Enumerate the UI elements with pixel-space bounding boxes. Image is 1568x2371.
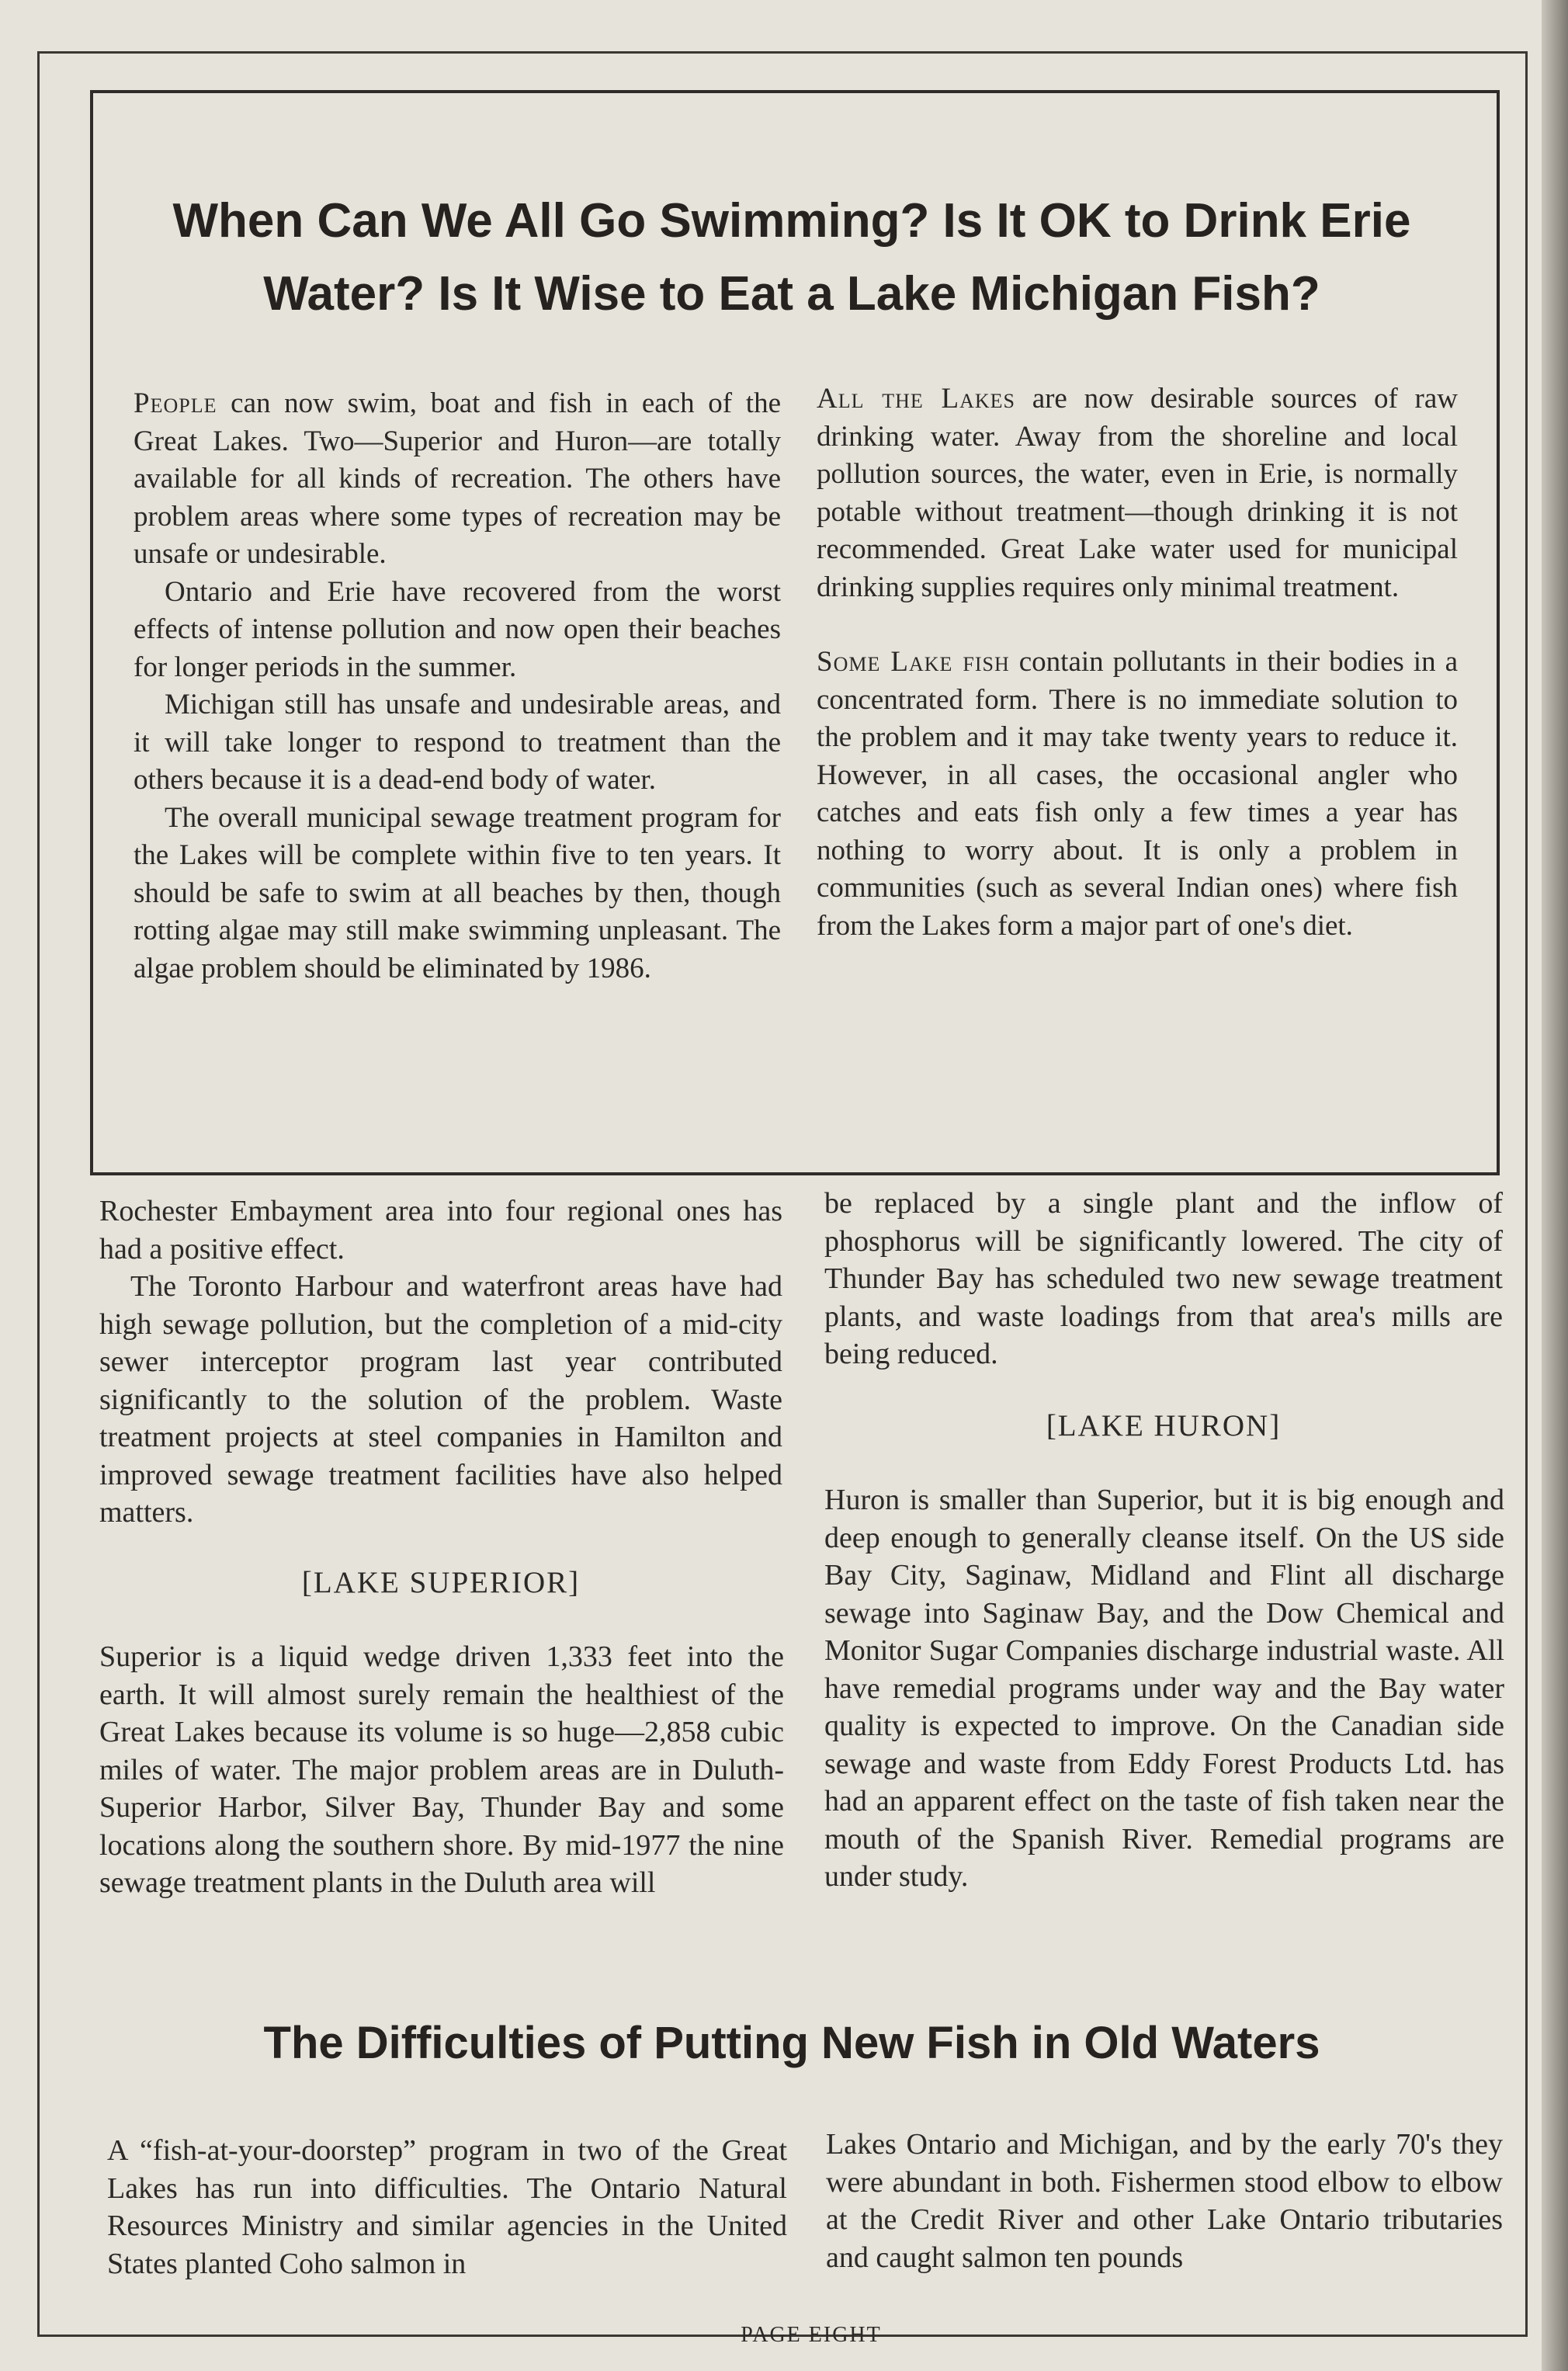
box-left-paragraph-1: People can now swim, boat and fish in each of the Great Lakes. Two—Superior and Huron—are totally available for all kinds of recreation. The others have problem areas where some types of recreation may be unsafe or undesirable. [134, 387, 781, 570]
box-headline [109, 185, 1475, 331]
article-left-column-top [99, 1192, 782, 1532]
box-right-paragraph-2: Some Lake fish contain pollutants in their bodies in a concentrated form. There is no immediate solution to the problem and it may take twenty years to reduce it. However, in all cases, the occasional angler who catches and eats fish only a few times a year has nothing to worry about. It is only a problem in communities (such as several Indian ones) where fish from the Lakes form a major part of one's diet. [817, 646, 1458, 942]
article-right-column-bottom [824, 1481, 1504, 1896]
lake-superior-heading: [LAKE SUPERIOR] [301, 1566, 581, 1599]
article-paragraph: A “fish-at-your-doorstep” program in two of the Great Lakes has run into difficulties. The Ontario Natural Resources Ministry and similar agencies in the United States planted Coho salmon in [107, 2134, 787, 2280]
box-left-paragraph-3: Michigan still has unsafe and undesirable areas, and it will take longer to respond to treatment than the others because it is a dead-end body of water. [134, 689, 781, 796]
article-paragraph: The Toronto Harbour and waterfront areas have had high sewage pollution, but the completion of a mid-city sewer interceptor program last year contributed significantly to the solution of the problem. Waste treatment projects at steel companies in Hamilton and improved sewage treatment facilities have also helped matters. [99, 1270, 782, 1529]
article-left-column-bottom [99, 1638, 784, 1902]
article-paragraph: Rochester Embayment area into four regional ones has had a positive effect. [99, 1195, 782, 1265]
lake-huron-text: Huron is smaller than Superior, but it is big enough and deep enough to generally cleanse itself. On the US side Bay City, Saginaw, Midland and Flint all discharge sewage into Saginaw Bay, and the Dow Chemical and Monitor Sugar Companies discharge industrial waste. All have remedial programs under way and the Bay water quality is expected to improve. On the Canadian side sewage and waste from Eddy Forest Products Ltd. has had an apparent effect on the taste of fish taken near the mouth of the Spanish River. Remedial programs are under study. [824, 1484, 1504, 1893]
box-headline-line2: Water? Is It Wise to Eat a Lake Michigan Fish? [263, 267, 1320, 321]
page-edge [1542, 0, 1568, 2371]
article-right-column-top [824, 1185, 1503, 1373]
box-right-paragraph-1: All the Lakes are now desirable sources of raw drinking water. Away from the shoreline and local pollution sources, the water, even in Erie, is normally potable without treatment—though drinking it is not recommended. Great Lake water used for municipal drinking supplies requires only minimal treatment. [817, 383, 1458, 603]
box-left-column [134, 385, 781, 988]
box-left-paragraph-4: The overall municipal sewage treatment program for the Lakes will be complete within five to ten years. It should be safe to swim at all beaches by then, though rotting algae may still make swimming unpleasant. The algae problem should be eliminated by 1986. [134, 801, 781, 984]
box-headline-line1: When Can We All Go Swimming? Is It OK to Drink Erie [172, 194, 1411, 248]
article-paragraph: be replaced by a single plant and the inflow of phosphorus will be significantly lowered. The city of Thunder Bay has scheduled two new sewage treatment plants, and waste loadings from that area's mills are being reduced. [824, 1187, 1503, 1370]
lake-huron-heading: [LAKE HURON] [1046, 1409, 1282, 1442]
section2-left-column [107, 2132, 787, 2282]
box-left-paragraph-2: Ontario and Erie have recovered from the worst effects of intense pollution and now open their beaches for longer periods in the summer. [134, 575, 781, 683]
lake-superior-text: Superior is a liquid wedge driven 1,333 feet into the earth. It will almost surely remain the healthiest of the Great Lakes because its volume is so huge—2,858 cubic miles of water. The major problem areas are in Duluth-Superior Harbor, Silver Bay, Thunder Bay and some locations along the southern shore. By mid-1977 the nine sewage treatment plants in the Duluth area will [99, 1640, 784, 1899]
page-number: PAGE EIGHT [741, 2323, 882, 2347]
section-headline: The Difficulties of Putting New Fish in Old Waters [263, 2018, 1320, 2068]
box-right-column [817, 380, 1458, 945]
article-paragraph: Lakes Ontario and Michigan, and by the early 70's they were abundant in both. Fishermen stood elbow to elbow at the Credit River and other Lake Ontario tributaries and caught salmon ten pounds [826, 2128, 1503, 2274]
section2-right-column [826, 2126, 1503, 2276]
